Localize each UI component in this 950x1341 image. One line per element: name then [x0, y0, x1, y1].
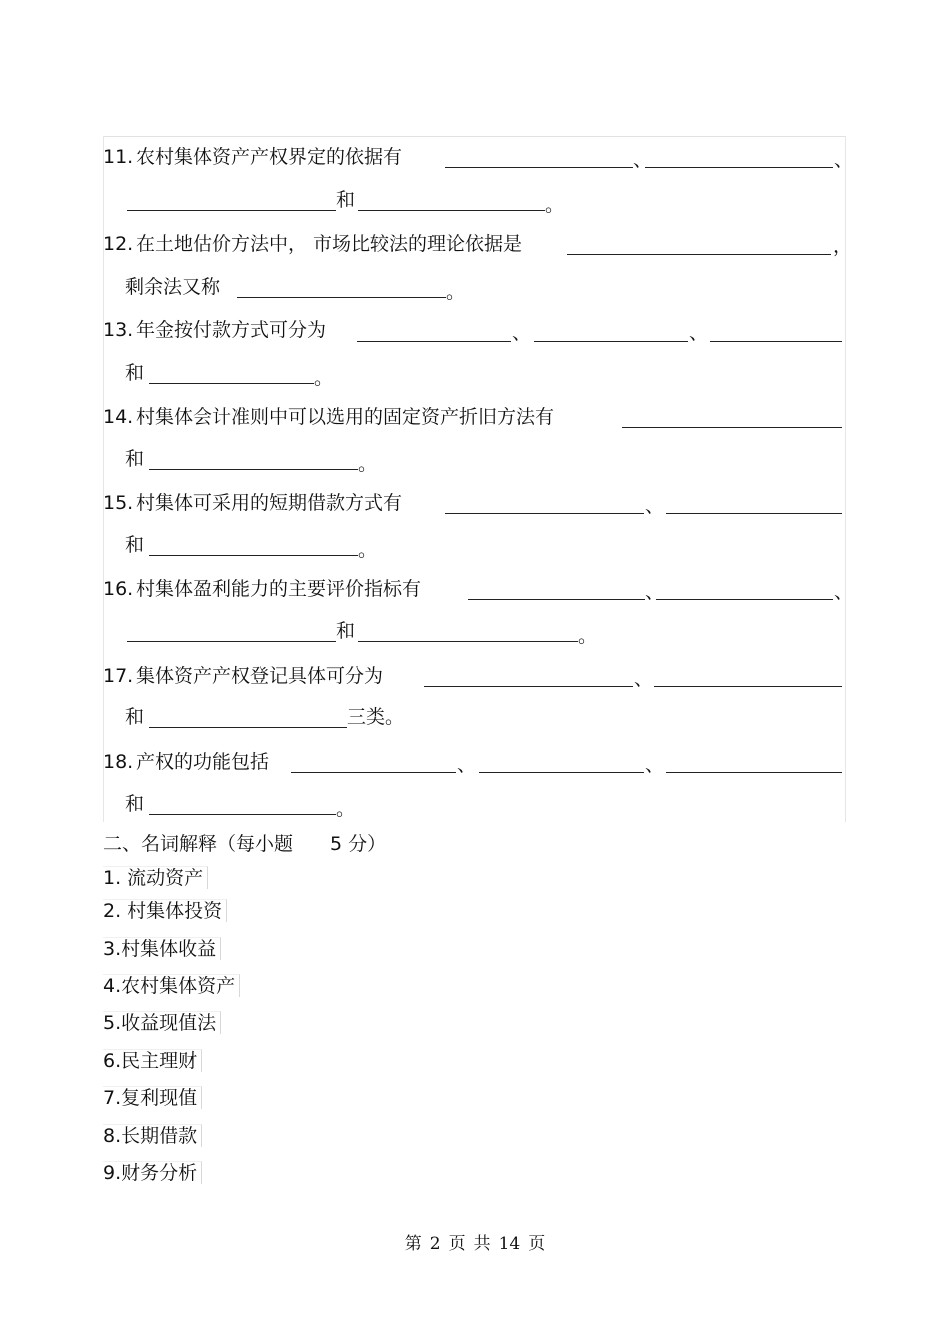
answer-blank[interactable] — [666, 772, 842, 773]
term-item: 1. 流动资产 — [103, 866, 208, 889]
footer-label: 第 — [404, 1234, 422, 1254]
question-text-line2: 剩余法又称 — [125, 276, 221, 298]
question-text: 村集体盈利能力的主要评价指标有 — [136, 578, 422, 600]
content-frame-top — [103, 136, 845, 137]
answer-blank[interactable] — [534, 341, 688, 342]
answer-blank[interactable] — [358, 641, 578, 642]
separator: ， — [833, 235, 853, 257]
conjunction: 和 — [125, 448, 145, 470]
answer-blank[interactable] — [445, 167, 633, 168]
answer-blank[interactable] — [149, 469, 358, 470]
answer-blank[interactable] — [149, 727, 347, 728]
answer-blank[interactable] — [645, 167, 833, 168]
answer-blank[interactable] — [127, 210, 336, 211]
section-points: 5 分） — [330, 833, 387, 855]
question-number: 18. — [103, 751, 134, 773]
conjunction: 和 — [336, 620, 356, 642]
question-number: 14. — [103, 406, 134, 428]
conjunction: 和 — [125, 534, 145, 556]
footer-label: 页 — [448, 1234, 466, 1254]
answer-blank[interactable] — [291, 772, 456, 773]
answer-blank[interactable] — [237, 297, 446, 298]
separator: 、 — [512, 322, 532, 344]
question-number: 17. — [103, 665, 134, 687]
answer-blank[interactable] — [445, 513, 644, 514]
conjunction: 和 — [125, 793, 145, 815]
page-footer — [0, 1229, 950, 1254]
question-number: 11. — [103, 146, 134, 168]
separator: 、 — [689, 322, 709, 344]
term-item: 6.民主理财 — [103, 1049, 202, 1072]
period: 。 — [336, 798, 356, 820]
question-text: 集体资产产权登记具体可分为 — [136, 665, 384, 687]
question-text: 年金按付款方式可分为 — [136, 319, 327, 341]
suffix-text: 三类。 — [347, 706, 405, 728]
answer-blank[interactable] — [149, 814, 336, 815]
term-item: 5.收益现值法 — [103, 1011, 221, 1034]
separator: 、 — [457, 754, 477, 776]
answer-blank[interactable] — [424, 686, 633, 687]
question-text: 产权的功能包括 — [136, 751, 270, 773]
question-number: 16. — [103, 578, 134, 600]
separator: 、 — [645, 581, 665, 603]
term-item: 3.村集体收益 — [103, 937, 221, 960]
answer-blank[interactable] — [357, 341, 511, 342]
answer-blank[interactable] — [127, 641, 336, 642]
period: 。 — [314, 367, 334, 389]
answer-blank[interactable] — [567, 254, 831, 255]
separator: 、 — [834, 149, 854, 171]
footer-label: 共 — [473, 1234, 491, 1254]
question-text: 村集体可采用的短期借款方式有 — [136, 492, 403, 514]
period: 。 — [358, 539, 378, 561]
period: 。 — [446, 281, 466, 303]
separator: 、 — [645, 754, 665, 776]
period: 。 — [358, 453, 378, 475]
period: 。 — [578, 625, 598, 647]
term-item: 7.复利现值 — [103, 1086, 202, 1109]
conjunction: 和 — [125, 706, 145, 728]
answer-blank[interactable] — [358, 210, 545, 211]
answer-blank[interactable] — [622, 427, 842, 428]
answer-blank[interactable] — [656, 599, 833, 600]
term-item: 9.财务分析 — [103, 1161, 202, 1184]
answer-blank[interactable] — [710, 341, 842, 342]
answer-blank[interactable] — [666, 513, 842, 514]
term-item: 4.农村集体资产 — [103, 974, 240, 997]
answer-blank[interactable] — [654, 686, 842, 687]
answer-blank[interactable] — [149, 383, 314, 384]
separator: 、 — [645, 495, 665, 517]
separator: 、 — [633, 149, 653, 171]
question-text: 村集体会计准则中可以选用的固定资产折旧方法有 — [136, 406, 555, 428]
page-total: 14 — [498, 1234, 521, 1254]
period: 。 — [545, 194, 565, 216]
section-title: 二、名词解释（每小题 — [103, 833, 294, 855]
question-text: 农村集体资产产权界定的依据有 — [136, 146, 403, 168]
footer-label: 页 — [528, 1234, 546, 1254]
answer-blank[interactable] — [468, 599, 645, 600]
answer-blank[interactable] — [479, 772, 644, 773]
question-text: 在土地估价方法中， 市场比较法的理论依据是 — [136, 233, 523, 255]
separator: 、 — [634, 668, 654, 690]
question-number: 13. — [103, 319, 134, 341]
page-number: 2 — [429, 1234, 441, 1254]
term-item: 8.长期借款 — [103, 1124, 202, 1147]
conjunction: 和 — [125, 362, 145, 384]
question-number: 15. — [103, 492, 134, 514]
question-number: 12. — [103, 233, 134, 255]
term-item: 2. 村集体投资 — [103, 899, 227, 922]
answer-blank[interactable] — [149, 555, 358, 556]
conjunction: 和 — [336, 189, 356, 211]
separator: 、 — [834, 581, 854, 603]
